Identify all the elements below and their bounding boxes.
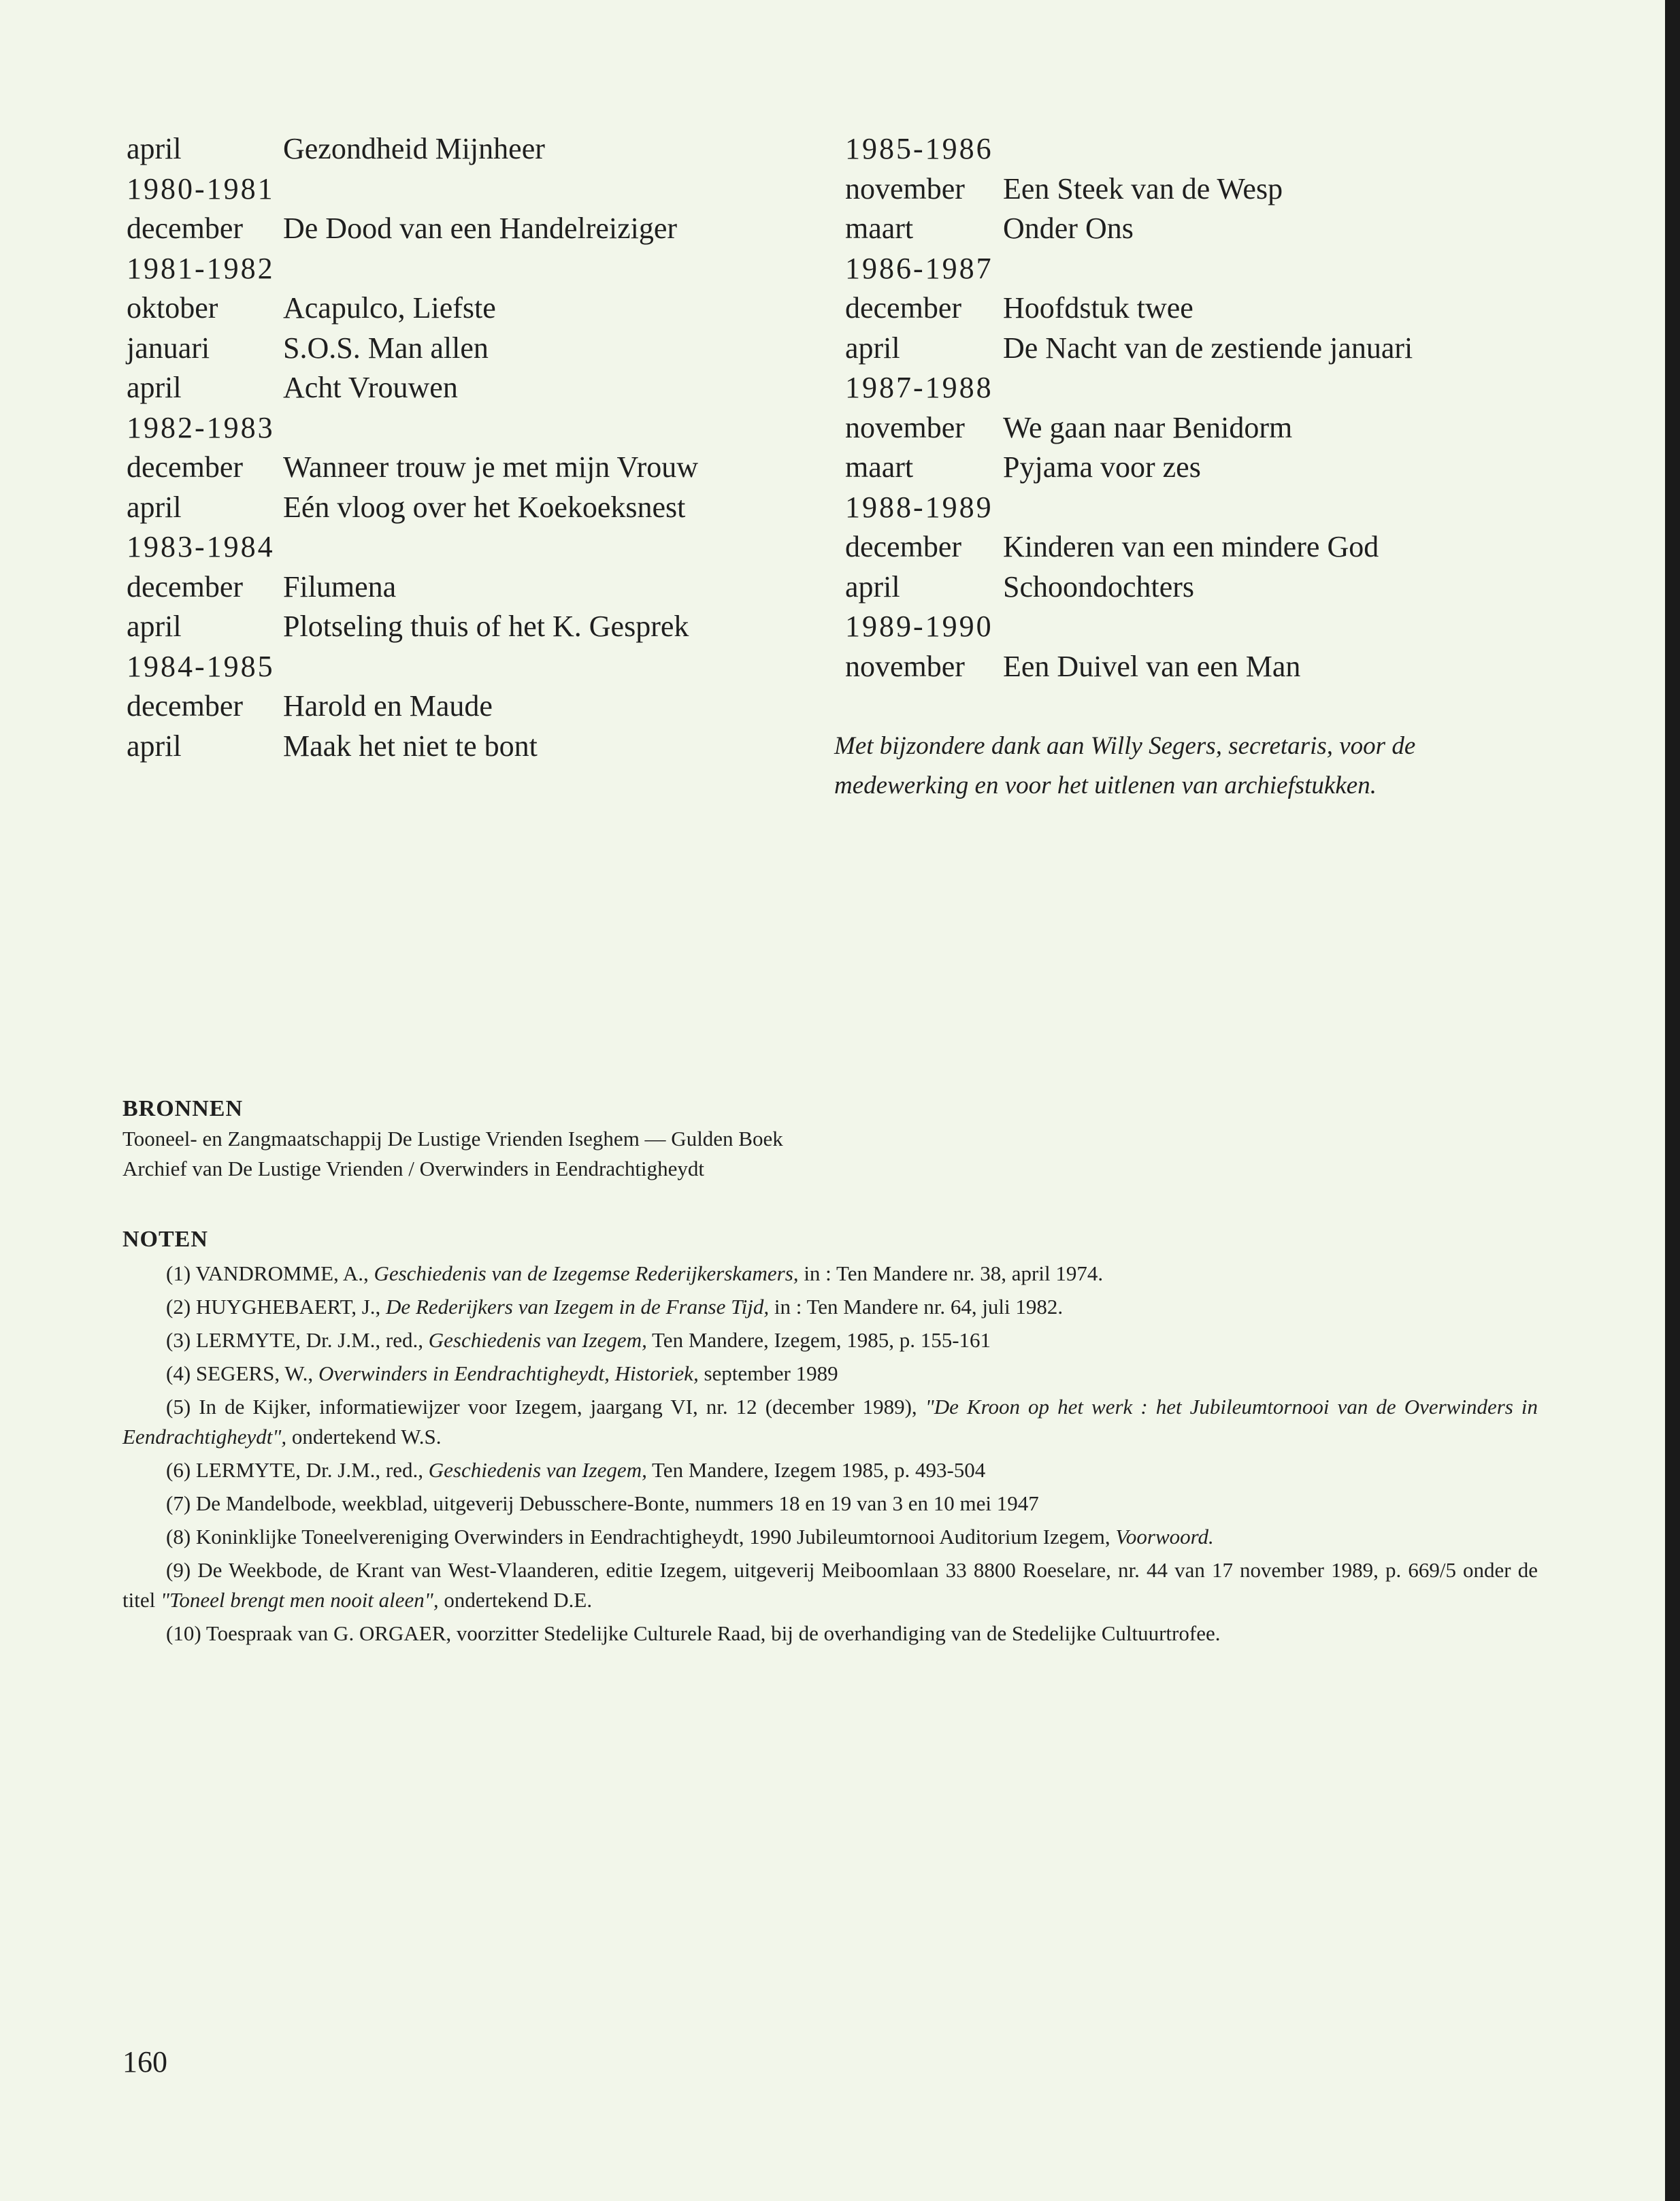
note-number: (5) — [166, 1395, 191, 1419]
performance-title: Wanneer trouw je met mijn Vrouw — [283, 450, 699, 484]
performance-month: april — [127, 371, 182, 404]
performance-title: Harold en Maude — [283, 689, 493, 723]
note-text: Ten Mandere, Izegem, 1985, p. 155-161 — [646, 1328, 991, 1352]
note-text: De Weekbode, de Krant van West-Vlaanderen, editie Izegem, uitgeverij Meiboomlaan 33 8800 Roeselare, nr. 44 van 17 november 1989, p. 669/5 onder de titel — [122, 1558, 1538, 1612]
performance-month: december — [845, 291, 961, 325]
note-title: Geschiedenis van de Izegemse Rederijkerskamers, — [374, 1261, 799, 1285]
note-item — [122, 1359, 1538, 1389]
note-item — [122, 1392, 1538, 1452]
season-row — [845, 488, 1553, 528]
note-title: Voorwoord. — [1115, 1525, 1214, 1549]
season-row — [127, 249, 807, 289]
season-label: 1980-1981 — [127, 171, 275, 205]
note-text: in : Ten Mandere nr. 64, juli 1982. — [769, 1295, 1064, 1319]
performance-month: november — [845, 410, 965, 444]
performance-row — [127, 488, 807, 528]
season-label: 1987-1988 — [845, 371, 993, 404]
note-number: (1) — [166, 1261, 191, 1285]
note-text: Toespraak van G. ORGAER, voorzitter Stedelijke Culturele Raad, bij de overhandiging van de Stedelijke Cultuurtrofee. — [205, 1621, 1221, 1645]
note-text: ondertekend W.S. — [286, 1425, 442, 1449]
sources-section — [122, 1094, 1538, 1184]
note-item — [122, 1455, 1538, 1485]
note-text: VANDROMME, A., — [195, 1261, 374, 1285]
performance-title: Pyjama voor zes — [1003, 450, 1201, 484]
note-number: (8) — [166, 1525, 191, 1549]
performance-row — [127, 209, 807, 249]
note-title: Geschiedenis van Izegem, — [428, 1328, 647, 1352]
sources-heading: BRONNEN — [122, 1096, 244, 1121]
note-text: HUYGHEBAERT, J., — [195, 1295, 386, 1319]
note-title: "Toneel brengt men nooit aleen", — [160, 1588, 439, 1612]
note-text: Koninklijke Toneelvereniging Overwinders in Eendrachtigheydt, 1990 Jubileumtornooi Auditorium Izegem, — [195, 1525, 1116, 1549]
note-item — [122, 1325, 1538, 1355]
performance-row — [127, 288, 807, 329]
season-label: 1981-1982 — [127, 251, 275, 285]
performance-row — [845, 169, 1553, 210]
page-edge — [1665, 0, 1680, 2201]
performance-month: december — [845, 530, 961, 563]
note-text: LERMYTE, Dr. J.M., red., — [195, 1458, 429, 1482]
performance-month: december — [127, 689, 243, 723]
note-title: Overwinders in Eendrachtigheydt, Historiek, — [318, 1361, 699, 1385]
performance-month: januari — [127, 331, 210, 365]
note-item — [122, 1522, 1538, 1552]
performance-row — [127, 607, 807, 647]
season-label: 1984-1985 — [127, 649, 275, 683]
note-number: (9) — [166, 1558, 191, 1582]
note-title: De Rederijkers van Izegem in de Franse Tijd, — [386, 1295, 770, 1319]
note-number: (3) — [166, 1328, 191, 1352]
performance-title: Eén vloog over het Koekoeksnest — [283, 490, 686, 524]
season-row — [845, 607, 1553, 647]
notes-section — [122, 1225, 1538, 1649]
performance-title: De Nacht van de zestiende januari — [1003, 331, 1413, 365]
note-item — [122, 1292, 1538, 1322]
performance-title: Maak het niet te bont — [283, 729, 538, 763]
performance-month: april — [127, 610, 182, 643]
season-row — [127, 408, 807, 448]
performance-title: Acapulco, Liefste — [283, 291, 496, 325]
note-text: In de Kijker, informatiewijzer voor Izegem, jaargang VI, nr. 12 (december 1989), — [199, 1395, 925, 1419]
performance-title: De Dood van een Handelreiziger — [283, 212, 678, 245]
notes-heading: NOTEN — [122, 1227, 208, 1252]
performance-title: We gaan naar Benidorm — [1003, 410, 1293, 444]
performance-row — [845, 448, 1553, 488]
season-row — [127, 169, 807, 210]
season-row — [127, 527, 807, 567]
note-text: SEGERS, W., — [195, 1361, 318, 1385]
note-title: "De Kroon op het werk : het Jubileumtornooi van de Overwinders in Eendrachtigheydt", — [122, 1395, 1538, 1449]
performance-month: december — [127, 450, 243, 484]
season-label: 1988-1989 — [845, 490, 993, 524]
note-number: (6) — [166, 1458, 191, 1482]
season-row — [845, 129, 1553, 169]
performance-row — [127, 567, 807, 608]
performance-title: Een Duivel van een Man — [1003, 649, 1301, 683]
performance-month: november — [845, 649, 965, 683]
performance-row — [127, 727, 807, 767]
performance-title: Kinderen van een mindere God — [1003, 530, 1379, 563]
page-number: 160 — [122, 2045, 167, 2079]
repertoire-right-column — [845, 129, 1553, 686]
performance-row — [127, 686, 807, 727]
performance-title: Hoofdstuk twee — [1003, 291, 1193, 325]
performance-month: april — [127, 729, 182, 763]
performance-month: maart — [845, 212, 914, 245]
season-label: 1982-1983 — [127, 410, 275, 444]
note-item — [122, 1555, 1538, 1615]
note-number: (7) — [166, 1491, 191, 1515]
season-label: 1986-1987 — [845, 251, 993, 285]
note-item — [122, 1619, 1538, 1649]
performance-row — [845, 647, 1553, 687]
season-label: 1985-1986 — [845, 132, 993, 165]
source-line: Tooneel- en Zangmaatschappij De Lustige Vrienden Iseghem — Gulden Boek — [122, 1127, 783, 1151]
repertoire-left-column — [127, 129, 807, 766]
note-text: september 1989 — [698, 1361, 838, 1385]
note-text: Ten Mandere, Izegem 1985, p. 493-504 — [646, 1458, 986, 1482]
performance-title: S.O.S. Man allen — [283, 331, 489, 365]
season-row — [845, 368, 1553, 408]
performance-month: april — [127, 132, 182, 165]
source-line: Archief van De Lustige Vrienden / Overwinders in Eendrachtigheydt — [122, 1157, 704, 1180]
performance-month: december — [127, 569, 243, 603]
performance-title: Schoondochters — [1003, 569, 1195, 603]
performance-month: maart — [845, 450, 914, 484]
performance-month: november — [845, 171, 965, 205]
performance-row — [845, 408, 1553, 448]
note-text: in : Ten Mandere nr. 38, april 1974. — [798, 1261, 1104, 1285]
performance-title: Een Steek van de Wesp — [1003, 171, 1283, 205]
performance-month: oktober — [127, 291, 218, 325]
performance-title: Gezondheid Mijnheer — [283, 132, 545, 165]
season-row — [845, 249, 1553, 289]
note-number: (2) — [166, 1295, 191, 1319]
performance-row — [127, 448, 807, 488]
note-item — [122, 1259, 1538, 1289]
performance-row — [845, 567, 1553, 608]
performance-month: april — [845, 569, 900, 603]
note-item — [122, 1489, 1538, 1519]
performance-month: april — [127, 490, 182, 524]
season-label: 1989-1990 — [845, 610, 993, 643]
performance-row — [845, 209, 1553, 249]
note-text: ondertekend D.E. — [438, 1588, 593, 1612]
performance-row — [845, 288, 1553, 329]
note-text: De Mandelbode, weekblad, uitgeverij Debusschere-Bonte, nummers 18 en 19 van 3 en 10 mei 1947 — [195, 1491, 1039, 1515]
note-number: (10) — [166, 1621, 201, 1645]
note-number: (4) — [166, 1361, 191, 1385]
performance-row — [127, 129, 807, 169]
performance-month: april — [845, 331, 900, 365]
performance-title: Onder Ons — [1003, 212, 1134, 245]
acknowledgement: Met bijzondere dank aan Willy Segers, secretaris, voor de medewerking en voor het uitlenen van archiefstukken. — [834, 732, 1416, 799]
performance-row — [127, 368, 807, 408]
performance-title: Filumena — [283, 569, 397, 603]
performance-title: Plotseling thuis of het K. Gesprek — [283, 610, 689, 643]
notes-list — [122, 1259, 1538, 1649]
performance-month: december — [127, 212, 243, 245]
season-row — [127, 647, 807, 687]
season-label: 1983-1984 — [127, 530, 275, 563]
performance-title: Acht Vrouwen — [283, 371, 458, 404]
performance-row — [127, 329, 807, 369]
note-text: LERMYTE, Dr. J.M., red., — [195, 1328, 429, 1352]
performance-row — [845, 329, 1553, 369]
note-title: Geschiedenis van Izegem, — [428, 1458, 647, 1482]
performance-row — [845, 527, 1553, 567]
